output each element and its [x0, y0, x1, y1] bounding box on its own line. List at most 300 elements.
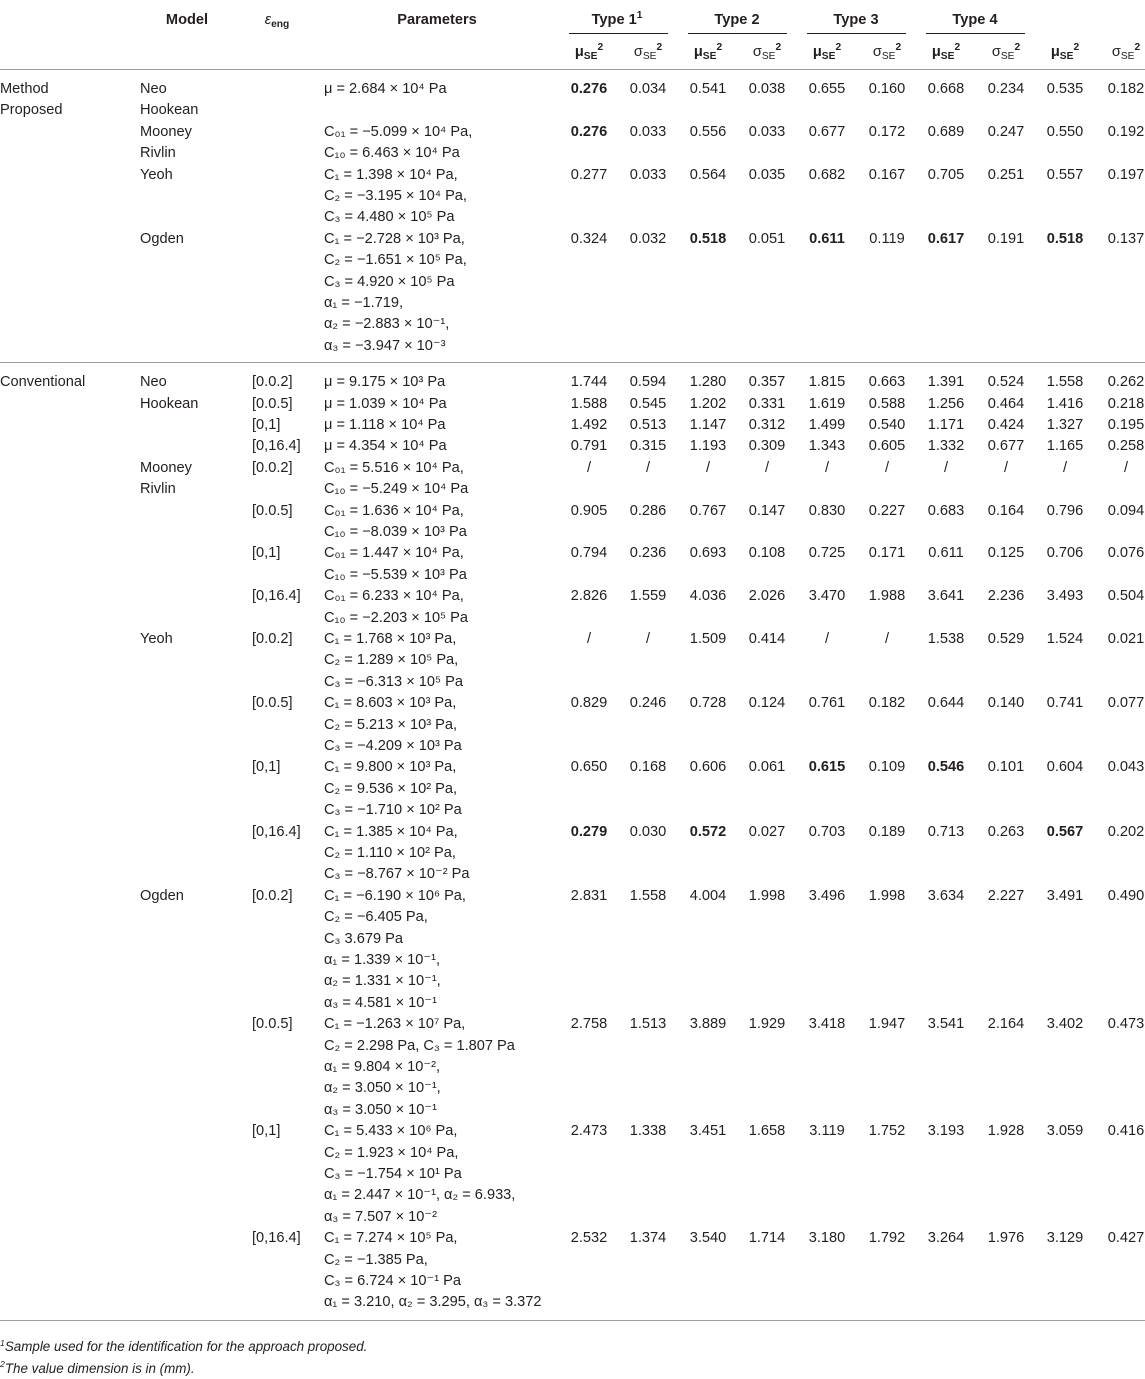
parameter-line: C₃ = −4.209 × 10³ Pa: [324, 736, 462, 757]
std-se-value: 0.218: [1108, 394, 1145, 415]
se-subscript: SE: [703, 51, 717, 62]
std-se-value: 0.357: [749, 372, 786, 393]
column-header-mean-se: [1051, 42, 1079, 63]
mean-se-value: 1.538: [928, 629, 965, 650]
std-se-value: 0.191: [988, 229, 1025, 250]
mean-se-value: 1.416: [1047, 394, 1084, 415]
column-header-std-se: [873, 42, 901, 63]
std-se-value: 0.108: [749, 543, 786, 564]
std-se-value: 2.227: [988, 886, 1025, 907]
mean-se-value: /: [587, 629, 591, 650]
model-name-line: Rivlin: [140, 479, 192, 500]
std-se-value: 0.605: [869, 436, 906, 457]
std-se-value: 0.263: [988, 822, 1025, 843]
squared-superscript: 2: [835, 42, 841, 53]
parameters-cell: [324, 79, 447, 100]
column-header-mean-se: [932, 42, 960, 63]
parameter-line: μ = 9.175 × 10³ Pa: [324, 372, 445, 393]
parameters-cell: [324, 822, 470, 886]
mean-se-value: 0.615: [809, 757, 846, 778]
mean-se-value: 2.826: [571, 586, 608, 607]
std-se-value: 0.033: [630, 122, 667, 143]
parameter-line: C₂ = 1.110 × 10² Pa,: [324, 843, 470, 864]
mean-se-value: 4.036: [690, 586, 727, 607]
mean-se-value: 0.693: [690, 543, 727, 564]
parameters-cell: [324, 165, 467, 229]
parameters-cell: [324, 122, 472, 165]
mean-se-value: 1.147: [690, 415, 727, 436]
mu-symbol: μ: [1051, 44, 1060, 60]
mean-se-value: 0.279: [571, 822, 608, 843]
std-se-value: 0.076: [1108, 543, 1145, 564]
model-name: [140, 229, 184, 250]
std-se-value: 0.119: [869, 229, 904, 250]
mean-se-value: 0.682: [809, 165, 846, 186]
parameters-cell: [324, 436, 447, 457]
mean-se-value: 1.332: [928, 436, 965, 457]
parameters-cell: [324, 1228, 542, 1314]
parameter-line: μ = 2.684 × 10⁴ Pa: [324, 79, 447, 100]
model-name: [140, 372, 198, 415]
mean-se-value: 3.470: [809, 586, 846, 607]
std-se-value: 0.258: [1108, 436, 1145, 457]
column-header-type-4: [952, 10, 997, 31]
mean-se-value: 0.703: [809, 822, 846, 843]
std-se-value: 0.545: [630, 394, 667, 415]
group-label: [0, 79, 62, 122]
mean-se-value: 0.550: [1047, 122, 1084, 143]
column-header-parameters-label: Parameters: [397, 12, 477, 28]
model-name: [140, 79, 198, 122]
std-se-value: 0.202: [1108, 822, 1145, 843]
parameter-line: α₂ = −2.883 × 10⁻¹,: [324, 314, 467, 335]
parameters-cell: [324, 629, 463, 693]
model-name: [140, 886, 184, 907]
std-se-value: 0.424: [988, 415, 1025, 436]
mean-se-value: 3.129: [1047, 1228, 1084, 1249]
parameter-line: α₁ = −1.719,: [324, 293, 467, 314]
model-name: [140, 122, 192, 165]
parameter-line: α₂ = 3.050 × 10⁻¹,: [324, 1078, 515, 1099]
mean-se-value: 2.532: [571, 1228, 608, 1249]
parameter-line: C₃ = −1.754 × 10¹ Pa: [324, 1164, 515, 1185]
squared-superscript: 2: [1014, 42, 1020, 53]
std-se-value: /: [1004, 458, 1008, 479]
mean-se-value: 0.683: [928, 501, 965, 522]
strain-range-cell: [0.0.5]: [252, 693, 293, 714]
model-name-line: Neo: [140, 372, 198, 393]
column-header-strain-range: [265, 10, 290, 31]
model-name-line: Yeoh: [140, 165, 173, 186]
mean-se-value: 1.558: [1047, 372, 1084, 393]
mean-se-value: 1.280: [690, 372, 727, 393]
model-name-line: Hookean: [140, 100, 198, 121]
std-se-value: 0.168: [630, 757, 667, 778]
squared-superscript: 2: [954, 42, 960, 53]
std-se-value: 1.513: [630, 1014, 667, 1035]
mean-se-value: /: [825, 629, 829, 650]
strain-range-cell: [0.0.5]: [252, 501, 293, 522]
model-name-line: Neo: [140, 79, 198, 100]
mean-se-value: 0.324: [571, 229, 608, 250]
std-se-value: 0.246: [630, 693, 667, 714]
std-se-value: 0.312: [749, 415, 786, 436]
table-bottom-rule: [0, 1320, 1145, 1321]
std-se-value: 0.035: [749, 165, 786, 186]
std-se-value: 0.140: [988, 693, 1025, 714]
std-se-value: 0.030: [630, 822, 667, 843]
mean-se-value: 1.619: [809, 394, 846, 415]
parameter-line: C₁ = 1.768 × 10³ Pa,: [324, 629, 463, 650]
std-se-value: 1.558: [630, 886, 667, 907]
std-se-value: 0.033: [749, 122, 786, 143]
std-se-value: 0.234: [988, 79, 1025, 100]
mean-se-value: 3.491: [1047, 886, 1084, 907]
column-header-type-3: [833, 10, 878, 31]
parameter-line: C₂ = −6.405 Pa,: [324, 907, 466, 928]
std-se-value: 0.524: [988, 372, 1025, 393]
std-se-value: 1.559: [630, 586, 667, 607]
mean-se-value: 0.567: [1047, 822, 1084, 843]
parameter-line: C₃ = −8.767 × 10⁻² Pa: [324, 864, 470, 885]
parameter-line: C₁ = 1.385 × 10⁴ Pa,: [324, 822, 470, 843]
std-se-value: 0.677: [988, 436, 1025, 457]
parameter-line: C₁ = 8.603 × 10³ Pa,: [324, 693, 462, 714]
mean-se-value: 0.611: [928, 543, 963, 564]
type-2-underline: [688, 33, 787, 34]
parameter-line: C₁₀ = 6.463 × 10⁴ Pa: [324, 143, 472, 164]
std-se-value: 0.464: [988, 394, 1025, 415]
mean-se-value: 3.889: [690, 1014, 727, 1035]
mean-se-value: 3.540: [690, 1228, 727, 1249]
strain-range-cell: [0.0.2]: [252, 629, 293, 650]
column-header-std-se: [753, 42, 781, 63]
column-header-type-1: [592, 10, 643, 31]
mean-se-value: 3.193: [928, 1121, 965, 1142]
mean-se-value: 0.556: [690, 122, 727, 143]
mean-se-value: 3.496: [809, 886, 846, 907]
std-se-value: 1.374: [630, 1228, 667, 1249]
mean-se-value: 1.524: [1047, 629, 1084, 650]
parameter-line: C₀₁ = 1.447 × 10⁴ Pa,: [324, 543, 467, 564]
mean-se-value: 3.119: [809, 1121, 844, 1142]
std-se-value: 0.490: [1108, 886, 1145, 907]
squared-superscript: 2: [597, 42, 603, 53]
std-se-value: 0.416: [1108, 1121, 1145, 1142]
std-se-value: 0.137: [1108, 229, 1145, 250]
std-se-value: 1.947: [869, 1014, 906, 1035]
mean-se-value: 0.546: [928, 757, 965, 778]
mean-se-value: 1.815: [809, 372, 846, 393]
mean-se-value: 1.327: [1047, 415, 1084, 436]
std-se-value: 0.315: [630, 436, 667, 457]
mean-se-value: 0.689: [928, 122, 965, 143]
std-se-value: 0.247: [988, 122, 1025, 143]
parameter-line: C₃ = 4.920 × 10⁵ Pa: [324, 272, 467, 293]
model-name: [140, 458, 192, 501]
std-se-value: 1.988: [869, 586, 906, 607]
mean-se-value: 0.650: [571, 757, 608, 778]
parameter-line: α₁ = 2.447 × 10⁻¹, α₂ = 6.933,: [324, 1185, 515, 1206]
parameter-line: μ = 4.354 × 10⁴ Pa: [324, 436, 447, 457]
mu-symbol: μ: [813, 44, 822, 60]
strain-range-cell: [0,16.4]: [252, 1228, 301, 1249]
parameters-cell: [324, 586, 468, 629]
parameter-line: C₀₁ = −5.099 × 10⁴ Pa,: [324, 122, 472, 143]
mean-se-value: 1.744: [571, 372, 608, 393]
mean-se-value: 1.499: [809, 415, 846, 436]
mean-se-value: 0.725: [809, 543, 846, 564]
std-se-value: 1.929: [749, 1014, 786, 1035]
mean-se-value: /: [706, 458, 710, 479]
mean-se-value: 0.796: [1047, 501, 1084, 522]
strain-range-cell: [0,1]: [252, 543, 280, 564]
mean-se-value: 1.193: [690, 436, 727, 457]
mu-symbol: μ: [575, 44, 584, 60]
mean-se-value: 0.713: [928, 822, 965, 843]
group-label-line: Proposed: [0, 100, 62, 121]
epsilon-symbol: ε: [265, 12, 271, 28]
parameter-line: C₂ = −3.195 × 10⁴ Pa,: [324, 186, 467, 207]
std-se-value: 0.094: [1108, 501, 1145, 522]
std-se-value: 0.251: [988, 165, 1025, 186]
se-subscript: SE: [941, 51, 955, 62]
mean-se-value: 0.604: [1047, 757, 1084, 778]
parameter-line: C₂ = −1.385 Pa,: [324, 1250, 542, 1271]
mean-se-value: 3.493: [1047, 586, 1084, 607]
parameters-cell: [324, 1014, 515, 1121]
mean-se-value: 0.617: [928, 229, 965, 250]
mean-se-value: 3.264: [928, 1228, 965, 1249]
std-se-value: 0.172: [869, 122, 906, 143]
model-name-line: Mooney: [140, 458, 192, 479]
strain-range-cell: [0,1]: [252, 757, 280, 778]
parameter-line: C₁ = 7.274 × 10⁵ Pa,: [324, 1228, 542, 1249]
parameters-cell: [324, 415, 446, 436]
squared-superscript: 2: [895, 42, 901, 53]
parameter-line: C₁₀ = −8.039 × 10³ Pa: [324, 522, 467, 543]
parameters-cell: [324, 372, 445, 393]
std-se-value: 0.504: [1108, 586, 1145, 607]
mu-symbol: μ: [932, 44, 941, 60]
std-se-value: 0.540: [869, 415, 906, 436]
sigma-symbol: σ: [992, 44, 1001, 60]
mean-se-value: 1.588: [571, 394, 608, 415]
mu-symbol: μ: [694, 44, 703, 60]
mean-se-value: 0.644: [928, 693, 965, 714]
mean-se-value: 3.418: [809, 1014, 846, 1035]
strain-range-cell: [0,16.4]: [252, 822, 301, 843]
std-se-value: 0.051: [749, 229, 786, 250]
model-name: [140, 629, 173, 650]
column-header-mean-se: [813, 42, 841, 63]
std-se-value: 0.594: [630, 372, 667, 393]
parameter-line: C₁ = 5.433 × 10⁶ Pa,: [324, 1121, 515, 1142]
se-subscript: SE: [1060, 51, 1074, 62]
std-se-value: 0.021: [1108, 629, 1145, 650]
std-se-value: 0.427: [1108, 1228, 1145, 1249]
std-se-value: 0.262: [1108, 372, 1145, 393]
strain-range-cell: [0,1]: [252, 415, 280, 436]
mean-se-value: 1.165: [1047, 436, 1084, 457]
std-se-value: 0.043: [1108, 757, 1145, 778]
std-se-value: 0.195: [1108, 415, 1145, 436]
std-se-value: /: [646, 458, 650, 479]
std-se-value: 0.034: [630, 79, 667, 100]
parameters-cell: [324, 543, 467, 586]
std-se-value: 0.197: [1108, 165, 1145, 186]
se-subscript: SE: [1001, 51, 1015, 62]
std-se-value: 0.414: [749, 629, 786, 650]
std-se-value: 2.026: [749, 586, 786, 607]
squared-superscript: 2: [1134, 42, 1140, 53]
mean-se-value: 0.668: [928, 79, 965, 100]
std-se-value: 0.101: [988, 757, 1025, 778]
std-se-value: 0.309: [749, 436, 786, 457]
se-subscript: SE: [762, 51, 776, 62]
std-se-value: /: [765, 458, 769, 479]
mean-se-value: 0.905: [571, 501, 608, 522]
parameter-line: C₀₁ = 5.516 × 10⁴ Pa,: [324, 458, 468, 479]
parameter-line: C₁ = −1.263 × 10⁷ Pa,: [324, 1014, 515, 1035]
parameter-line: C₁ = −6.190 × 10⁶ Pa,: [324, 886, 466, 907]
parameter-line: C₃ = −6.313 × 10⁵ Pa: [324, 672, 463, 693]
strain-range-cell: [0.0.2]: [252, 886, 293, 907]
mean-se-value: 4.004: [690, 886, 727, 907]
mean-se-value: 0.655: [809, 79, 846, 100]
mean-se-value: 0.767: [690, 501, 727, 522]
mean-se-value: 1.256: [928, 394, 965, 415]
mean-se-value: 0.830: [809, 501, 846, 522]
squared-superscript: 2: [1073, 42, 1079, 53]
mean-se-value: 0.564: [690, 165, 727, 186]
std-se-value: 0.077: [1108, 693, 1145, 714]
mean-se-value: /: [1063, 458, 1067, 479]
mean-se-value: 0.791: [571, 436, 608, 457]
parameter-line: α₁ = 1.339 × 10⁻¹,: [324, 950, 466, 971]
model-name-line: Mooney: [140, 122, 192, 143]
mean-se-value: 0.557: [1047, 165, 1084, 186]
mean-se-value: 1.391: [928, 372, 965, 393]
model-name-line: Yeoh: [140, 629, 173, 650]
parameter-line: C₀₁ = 1.636 × 10⁴ Pa,: [324, 501, 467, 522]
parameters-cell: [324, 1121, 515, 1228]
se-subscript: SE: [882, 51, 896, 62]
std-se-value: 1.998: [749, 886, 786, 907]
strain-range-cell: [0,16.4]: [252, 586, 301, 607]
std-se-value: 0.109: [869, 757, 906, 778]
parameters-cell: [324, 886, 466, 1014]
se-subscript: SE: [643, 51, 657, 62]
std-se-value: 1.998: [869, 886, 906, 907]
model-name-line: Ogden: [140, 886, 184, 907]
std-se-value: /: [885, 629, 889, 650]
strain-range-cell: [0,16.4]: [252, 436, 301, 457]
parameter-line: α₃ = −3.947 × 10⁻³: [324, 336, 467, 357]
std-se-value: 2.164: [988, 1014, 1025, 1035]
mean-se-value: 0.535: [1047, 79, 1084, 100]
std-se-value: 0.147: [749, 501, 786, 522]
strain-range-cell: [0.0.5]: [252, 1014, 293, 1035]
std-se-value: 0.192: [1108, 122, 1145, 143]
strain-range-cell: [0.0.2]: [252, 372, 293, 393]
parameter-line: C₃ 3.679 Pa: [324, 929, 466, 950]
mean-se-value: 0.611: [809, 229, 845, 250]
mean-se-value: 3.641: [928, 586, 965, 607]
parameters-cell: [324, 693, 462, 757]
std-se-value: 1.714: [749, 1228, 786, 1249]
type-4-underline: [926, 33, 1025, 34]
std-se-value: 0.033: [630, 165, 667, 186]
std-se-value: 0.032: [630, 229, 667, 250]
mean-se-value: 0.728: [690, 693, 727, 714]
column-header-model-label: Model: [166, 12, 208, 28]
parameter-line: C₀₁ = 6.233 × 10⁴ Pa,: [324, 586, 468, 607]
sigma-symbol: σ: [634, 44, 643, 60]
std-se-value: 1.658: [749, 1121, 786, 1142]
strain-range-cell: [0,1]: [252, 1121, 280, 1142]
parameter-line: α₃ = 4.581 × 10⁻¹: [324, 993, 466, 1014]
std-se-value: 0.227: [869, 501, 906, 522]
mean-se-value: 1.492: [571, 415, 608, 436]
group-label-line: Method: [0, 79, 62, 100]
type-label: Type 2: [714, 12, 759, 28]
mean-se-value: 0.705: [928, 165, 965, 186]
column-header-std-se: [992, 42, 1020, 63]
column-header-std-se: [1112, 42, 1140, 63]
mean-se-value: /: [825, 458, 829, 479]
parameter-line: C₃ = 4.480 × 10⁵ Pa: [324, 207, 467, 228]
std-se-value: /: [646, 629, 650, 650]
epsilon-subscript: eng: [271, 19, 289, 30]
parameter-line: C₁₀ = −2.203 × 10⁵ Pa: [324, 608, 468, 629]
squared-superscript: 2: [716, 42, 722, 53]
mean-se-value: 0.706: [1047, 543, 1084, 564]
parameters-cell: [324, 229, 467, 357]
parameter-line: C₂ = 1.289 × 10⁵ Pa,: [324, 650, 463, 671]
type-1-underline: [569, 33, 668, 34]
std-se-value: 1.338: [630, 1121, 667, 1142]
se-subscript: SE: [822, 51, 836, 62]
std-se-value: 0.286: [630, 501, 667, 522]
parameter-line: α₂ = 1.331 × 10⁻¹,: [324, 971, 466, 992]
type-label: Type 1: [592, 12, 637, 28]
mean-se-value: /: [944, 458, 948, 479]
model-name-line: Ogden: [140, 229, 184, 250]
mean-se-value: 1.343: [809, 436, 846, 457]
mean-se-value: 2.473: [571, 1121, 608, 1142]
model-name-line: Hookean: [140, 394, 198, 415]
parameter-line: C₂ = 1.923 × 10⁴ Pa,: [324, 1143, 515, 1164]
std-se-value: 0.189: [869, 822, 906, 843]
se-subscript: SE: [1121, 51, 1135, 62]
parameter-line: C₁ = 1.398 × 10⁴ Pa,: [324, 165, 467, 186]
std-se-value: 0.124: [749, 693, 786, 714]
std-se-value: /: [885, 458, 889, 479]
footnote-2: $^2$The value dimension is in (mm).: [0, 1358, 367, 1379]
se-subscript: SE: [584, 51, 598, 62]
mean-se-value: 3.451: [690, 1121, 727, 1142]
std-se-value: 0.160: [869, 79, 906, 100]
type-label: Type 4: [952, 12, 997, 28]
parameter-line: C₁ = 9.800 × 10³ Pa,: [324, 757, 462, 778]
mean-se-value: 2.758: [571, 1014, 608, 1035]
mean-se-value: 2.831: [571, 886, 608, 907]
parameters-cell: [324, 757, 462, 821]
column-header-std-se: [634, 42, 662, 63]
group-label-line: Conventional: [0, 372, 85, 393]
mean-se-value: 3.402: [1047, 1014, 1084, 1035]
